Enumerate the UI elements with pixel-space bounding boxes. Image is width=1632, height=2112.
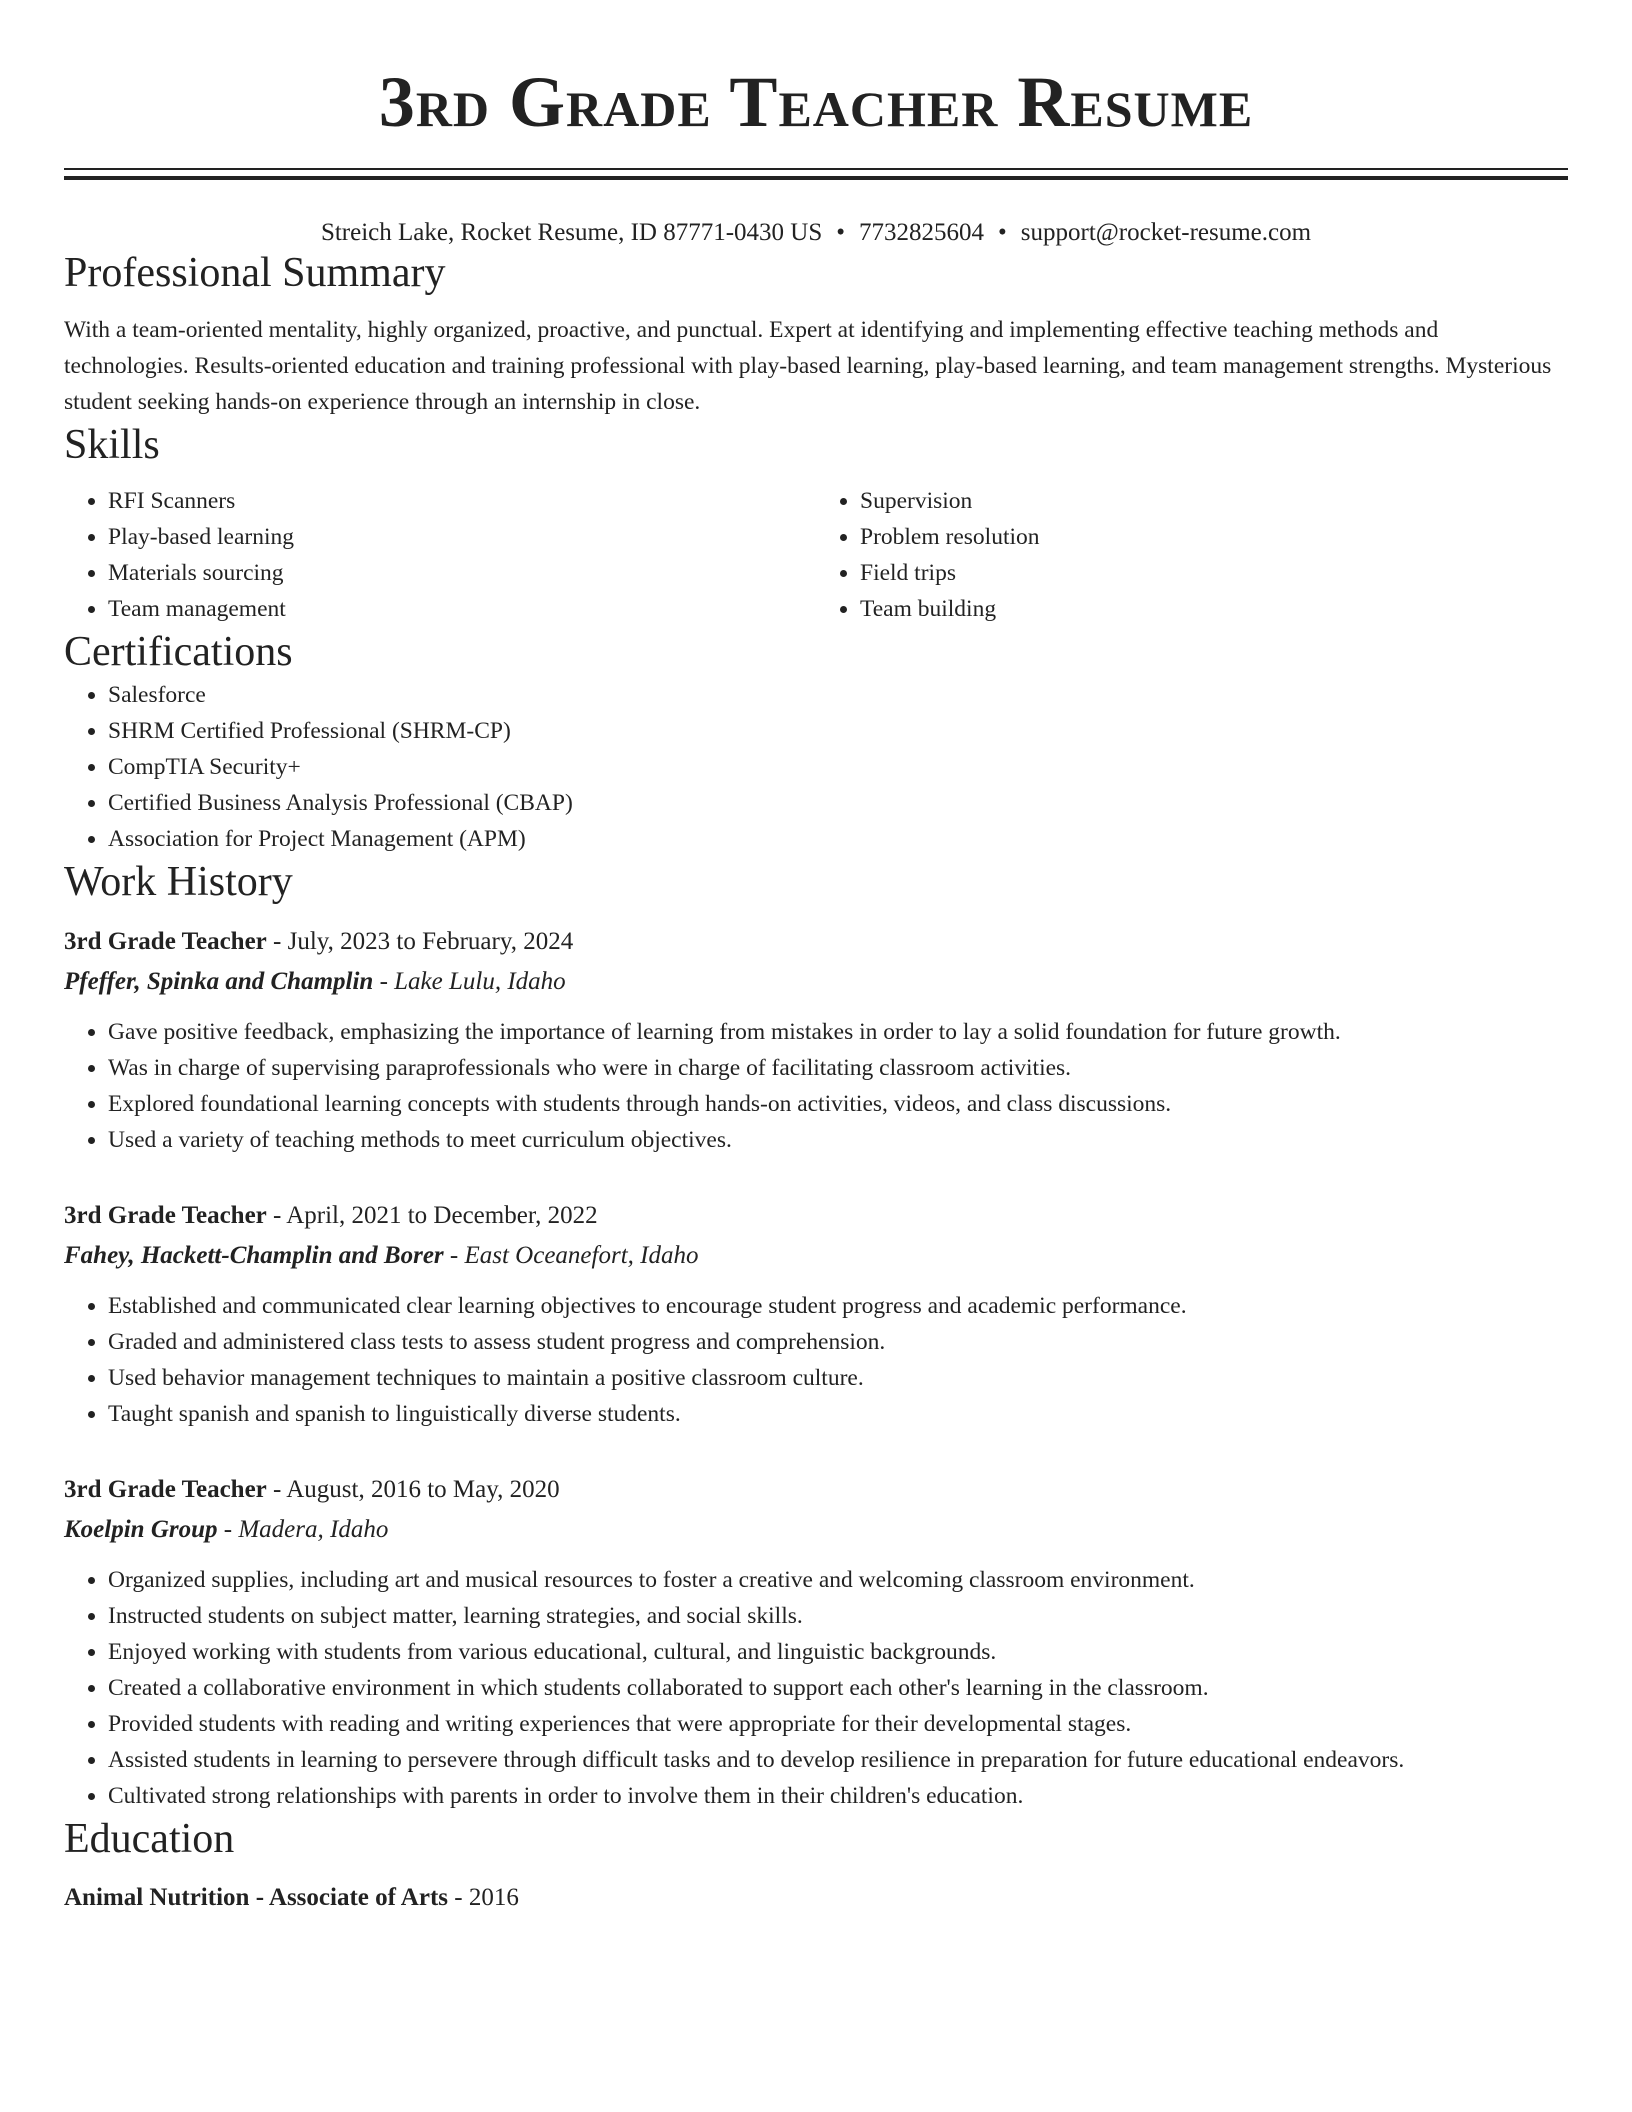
dash: - [266, 1201, 287, 1229]
job-duty: • Cultivated strong relationships with parents in order to involve them in their children's education. [108, 1778, 1568, 1814]
job-dates: July, 2023 to February, 2024 [287, 927, 574, 955]
job-title-line [64, 1470, 1568, 1510]
contact-email: support@rocket-resume.com [1020, 219, 1312, 246]
job-title: 3rd Grade Teacher [64, 1201, 267, 1229]
job-dates: August, 2016 to May, 2020 [286, 1475, 560, 1503]
education-entry [64, 1878, 1568, 1918]
job-duty: • Used a variety of teaching methods to meet curriculum objectives. [108, 1122, 1568, 1158]
job-location: Madera, Idaho [238, 1515, 389, 1543]
skills-heading: Skills [64, 422, 160, 469]
job-company: Pfeffer, Spinka and Champlin [64, 967, 374, 995]
certifications-heading: Certifications [64, 628, 293, 675]
skill-item: • Play-based learning [108, 519, 816, 555]
job-location: Lake Lulu, Idaho [394, 967, 566, 995]
contact-separator: • [998, 219, 1007, 246]
job-duty: • Organized supplies, including art and musical resources to foster a creative and welcoming classroom environment. [108, 1562, 1568, 1598]
job-duty: • Assisted students in learning to persevere through difficult tasks and to develop resilience in preparation for future educational endeavors. [108, 1742, 1568, 1778]
job-duty: • Graded and administered class tests to assess student progress and comprehension. [108, 1324, 1568, 1360]
resume-title: 3rd Grade Teacher Resume [378, 62, 1254, 142]
education-field: Animal Nutrition [64, 1883, 250, 1911]
job-entry [64, 922, 1568, 1158]
contact-separator: • [836, 219, 845, 246]
job-duties-list [64, 1562, 1568, 1814]
job-title: 3rd Grade Teacher [64, 927, 267, 955]
contact-address: Streich Lake, Rocket Resume, ID 87771-0430 US [320, 219, 823, 246]
divider-thick [64, 176, 1568, 180]
certification-item: • Salesforce [108, 677, 1568, 713]
dash: - [266, 927, 288, 955]
job-title: 3rd Grade Teacher [64, 1475, 267, 1503]
summary-heading: Professional Summary [64, 250, 446, 296]
dash: - [249, 1883, 269, 1911]
job-duty: • Gave positive feedback, emphasizing the importance of learning from mistakes in order to lay a solid foundation for future growth. [108, 1014, 1568, 1050]
job-duty: • Provided students with reading and writing experiences that were appropriate for their developmental stages. [108, 1706, 1568, 1742]
work-history-heading: Work History [64, 859, 293, 906]
job-title-line [64, 1196, 1568, 1236]
skill-item: • Team building [860, 591, 1568, 627]
job-title-line [64, 922, 1568, 962]
job-duty: • Created a collaborative environment in which students collaborated to support each other's learning in the classroom. [108, 1670, 1568, 1706]
job-entry [64, 1196, 1568, 1432]
dash: - [448, 1883, 469, 1911]
contact-phone: 7732825604 [859, 219, 984, 246]
certification-item: • SHRM Certified Professional (SHRM-CP) [108, 713, 1568, 749]
job-dates: April, 2021 to December, 2022 [286, 1201, 598, 1229]
job-company-line [64, 962, 1568, 1002]
job-duties-list [64, 1288, 1568, 1432]
job-location: East Oceanefort, Idaho [464, 1241, 699, 1269]
job-company: Fahey, Hackett-Champlin and Borer [64, 1241, 444, 1269]
job-company-line [64, 1510, 1568, 1550]
skills-columns [64, 483, 1568, 627]
education-heading: Education [64, 1815, 235, 1862]
skill-item: • Problem resolution [860, 519, 1568, 555]
job-duty: • Taught spanish and spanish to linguistically diverse students. [108, 1396, 1568, 1432]
job-duty: • Enjoyed working with students from various educational, cultural, and linguistic backgrounds. [108, 1634, 1568, 1670]
title-divider [64, 168, 1568, 180]
job-duty: • Used behavior management techniques to maintain a positive classroom culture. [108, 1360, 1568, 1396]
certification-item: • Certified Business Analysis Professional (CBAP) [108, 785, 1568, 821]
skills-list-left [64, 483, 816, 627]
skill-item: • Supervision [860, 483, 1568, 519]
skill-item: • Materials sourcing [108, 555, 816, 591]
job-duty: • Instructed students on subject matter, learning strategies, and social skills. [108, 1598, 1568, 1634]
dash: - [373, 967, 395, 995]
certification-item: • Association for Project Management (APM) [108, 821, 1568, 857]
job-duty: • Was in charge of supervising paraprofessionals who were in charge of facilitating classroom activities. [108, 1050, 1568, 1086]
certifications-list [64, 677, 1568, 857]
divider-thin [64, 168, 1568, 170]
education-year: 2016 [468, 1883, 519, 1911]
skills-list-right [816, 483, 1568, 627]
summary-text: With a team-oriented mentality, highly organized, proactive, and punctual. Expert at identifying and implementing effective teaching methods and technologies. Results-oriented education and training professional with play-based learning, play-based learning, and team management strengths. Mysterious student seeking hands-on experience through an internship in close. [64, 317, 1552, 416]
education-degree: Associate of Arts [268, 1883, 449, 1911]
job-duties-list [64, 1014, 1568, 1158]
dash: - [443, 1241, 465, 1269]
dash: - [266, 1475, 287, 1503]
job-company-line [64, 1236, 1568, 1276]
contact-line [64, 218, 1568, 248]
skill-item: • Team management [108, 591, 816, 627]
skill-item: • Field trips [860, 555, 1568, 591]
job-entry [64, 1470, 1568, 1814]
job-duty: • Explored foundational learning concepts with students through hands-on activities, videos, and class discussions. [108, 1086, 1568, 1122]
skill-item: • RFI Scanners [108, 483, 816, 519]
job-duty: • Established and communicated clear learning objectives to encourage student progress and academic performance. [108, 1288, 1568, 1324]
job-company: Koelpin Group [64, 1515, 218, 1543]
certification-item: • CompTIA Security+ [108, 749, 1568, 785]
dash: - [217, 1515, 239, 1543]
